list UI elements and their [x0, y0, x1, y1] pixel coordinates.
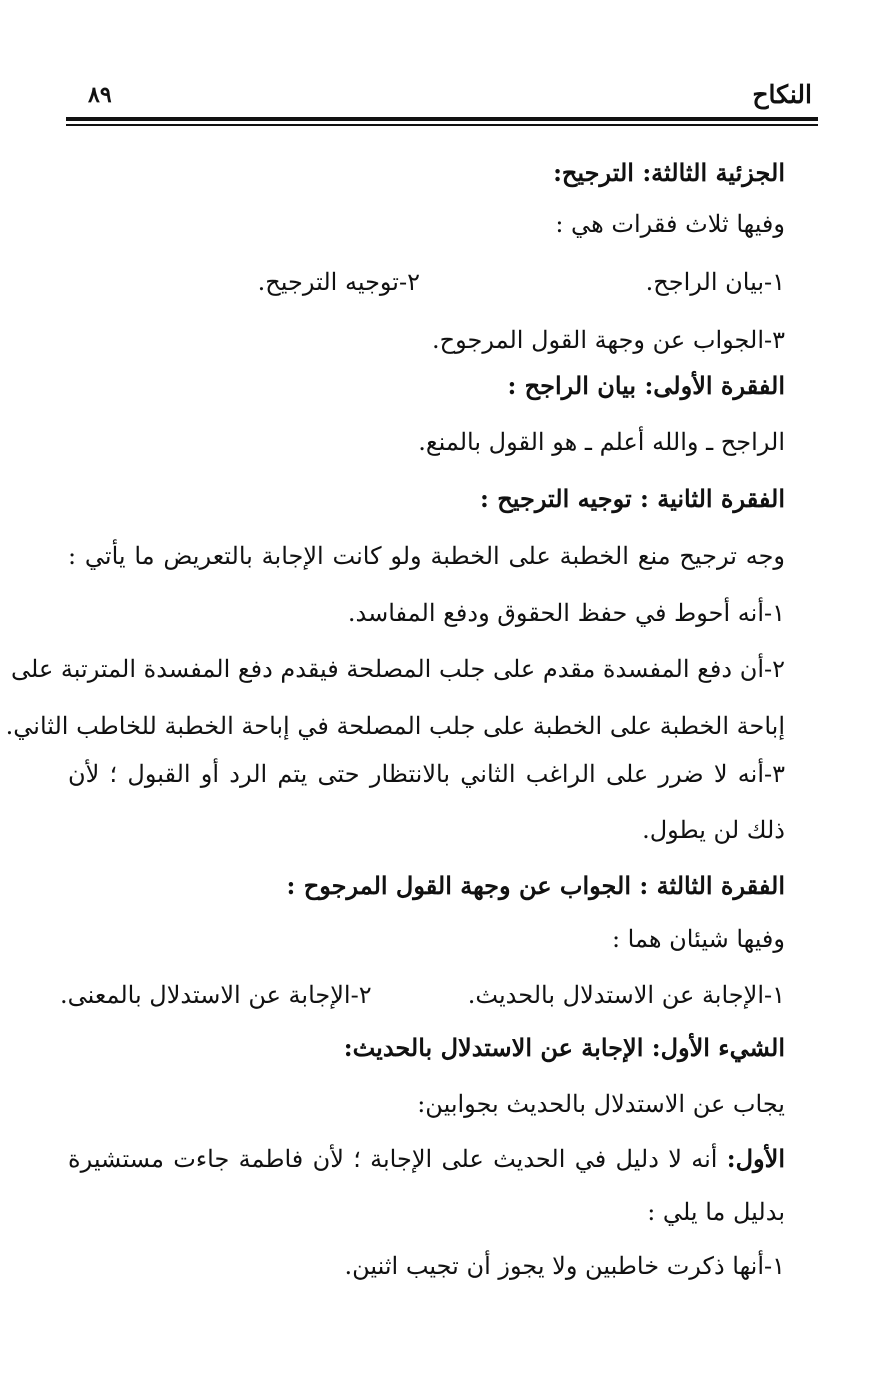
page-header — [66, 72, 818, 116]
header-rule-thin — [66, 124, 818, 126]
answer-text: أنه لا دليل في الحديث على الإجابة ؛ لأن فاطمة جاءت مستشيرة — [68, 1145, 727, 1173]
list-item: ٢-أن دفع المفسدة مقدم على جلب المصلحة فيقدم دفع المفسدة المترتبة على — [11, 655, 785, 683]
paragraph-line — [68, 1141, 785, 1177]
list-item: ١-أنها ذكرت خاطبين ولا يجوز أن تجيب اثنين. — [344, 1252, 785, 1280]
paragraph-line: ذلك لن يطول. — [642, 816, 785, 844]
paragraph-line: إباحة الخطبة على الخطبة على جلب المصلحة في إباحة الخطبة للخاطب الثاني. — [5, 712, 785, 740]
list-item: ١-بيان الراجح. — [645, 268, 785, 296]
subsection-heading: الشيء الأول: الإجابة عن الاستدلال بالحديث: — [343, 1033, 785, 1062]
running-title: النكاح — [752, 80, 812, 109]
paragraph-line: وفيها شيئان هما : — [611, 925, 785, 953]
paragraph-line: الراجح ـ والله أعلم ـ هو القول بالمنع. — [418, 428, 785, 456]
subsection-heading: الفقرة الأولى: بيان الراجح : — [507, 371, 785, 400]
paragraph-line: بدليل ما يلي : — [647, 1198, 785, 1226]
list-item: ١-أنه أحوط في حفظ الحقوق ودفع المفاسد. — [347, 599, 785, 627]
paragraph-line: يجاب عن الاستدلال بالحديث بجوابين: — [417, 1090, 785, 1118]
list-item: ١-الإجابة عن الاستدلال بالحديث. — [467, 981, 785, 1009]
list-item: ٢-الإجابة عن الاستدلال بالمعنى. — [60, 981, 372, 1009]
header-rule-thick — [66, 117, 818, 121]
subsection-heading: الفقرة الثانية : توجيه الترجيح : — [480, 484, 785, 513]
list-item: ٣-أنه لا ضرر على الراغب الثاني بالانتظار حتى يتم الرد أو القبول ؛ لأن — [68, 760, 785, 788]
section-heading: الجزئية الثالثة: الترجيح: — [553, 158, 785, 187]
paragraph-line: وجه ترجيح منع الخطبة على الخطبة ولو كانت الإجابة بالتعريض ما يأتي : — [68, 542, 785, 570]
paragraph-line: وفيها ثلاث فقرات هي : — [555, 210, 785, 238]
page-number: ٨٩ — [88, 82, 112, 108]
list-item: ٣-الجواب عن وجهة القول المرجوح. — [431, 326, 785, 354]
subsection-heading: الفقرة الثالثة : الجواب عن وجهة القول المرجوح : — [286, 871, 785, 900]
answer-label: الأول: — [726, 1144, 785, 1173]
list-item: ٢-توجيه الترجيح. — [257, 268, 420, 296]
